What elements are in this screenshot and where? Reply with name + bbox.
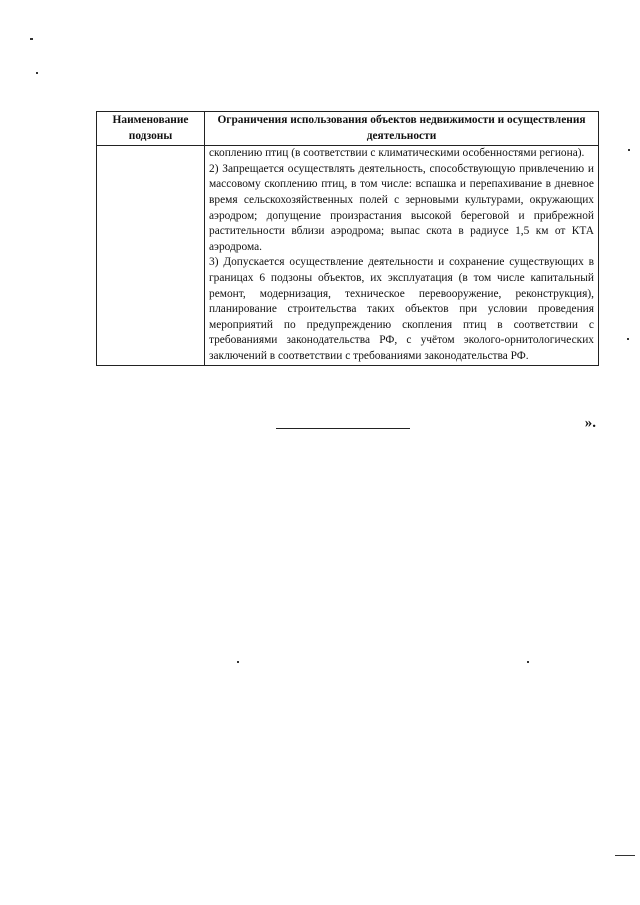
header-restrictions: Ограничения использования объектов недвижимости и осуществления деятельности xyxy=(205,112,599,146)
restrictions-table xyxy=(96,111,599,366)
subzone-name-cell xyxy=(97,146,205,365)
table-row xyxy=(97,146,599,365)
separator-line xyxy=(276,428,410,429)
restriction-paragraph-continued: скоплению птиц (в соответствии с климатическими особенностями региона). xyxy=(209,147,585,160)
scan-speck xyxy=(615,855,635,856)
table-header-row xyxy=(97,112,599,146)
scan-speck xyxy=(527,661,529,663)
restriction-paragraph-2: 2) Запрещается осуществлять деятельность, способствующую привлечению и массовому скоплению птиц, в том числе: вспашка и перепахивание в дневное время сельскохозяйственных полей с зерновыми культурами, окружающих аэродром; допущение произрастания высокой береговой и прибрежной растительности вблизи аэродрома; выпас скота в радиусе 1,5 км от КТА аэродрома. xyxy=(209,162,594,253)
closing-quote: ». xyxy=(584,415,596,431)
header-subzone-name: Наименование подзоны xyxy=(97,112,205,146)
scan-speck xyxy=(30,38,33,40)
scan-speck xyxy=(36,72,38,74)
scan-speck xyxy=(237,661,239,663)
restriction-paragraph-3: 3) Допускается осуществление деятельности и сохранение существующих в границах 6 подзоны объектов, их эксплуатация (в том числе капитальный ремонт, модернизация, техническое перевооружение, реконструкция), планирование строительства таких объектов при условии проведения мероприятий по предупреждению скопления птиц в соответствии с требованиями законодательства РФ, с учётом эколого-орнитологических заключений в соответствии с требованиями законодательства РФ. xyxy=(209,256,594,362)
restrictions-cell xyxy=(205,146,599,365)
scan-speck xyxy=(628,149,630,151)
scan-speck xyxy=(627,338,629,340)
